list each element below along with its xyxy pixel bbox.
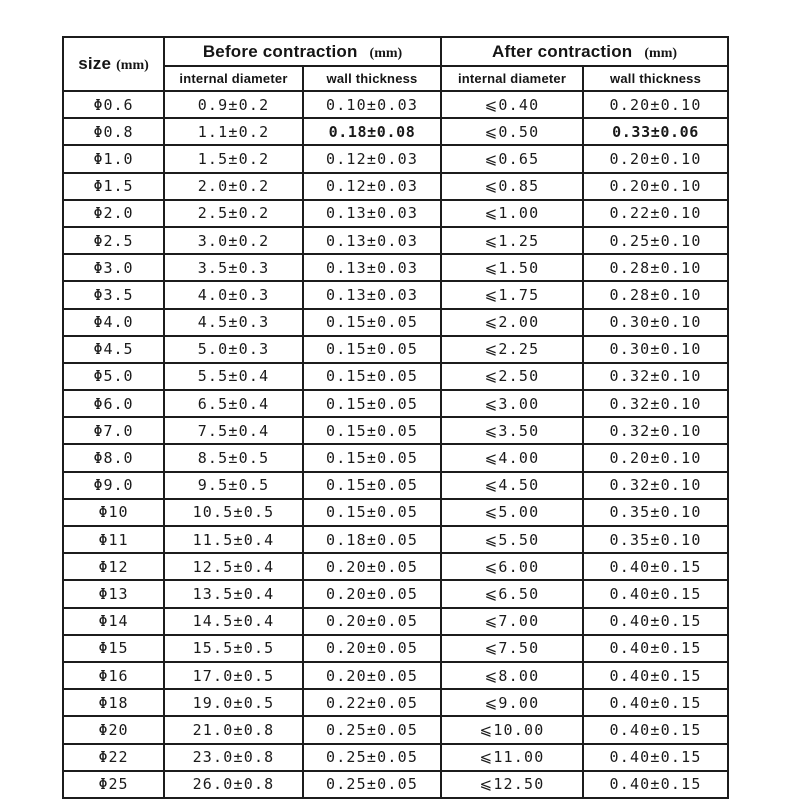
after-internal-diameter-cell: ⩽5.50 (441, 526, 583, 553)
table-body (63, 91, 728, 798)
after-wall-thickness-cell: 0.32±0.10 (583, 472, 728, 499)
table-row (63, 173, 728, 200)
after-internal-diameter-cell: ⩽5.00 (441, 499, 583, 526)
table-row (63, 145, 728, 172)
after-internal-diameter-cell: ⩽0.85 (441, 173, 583, 200)
table-row (63, 417, 728, 444)
before-wall-thickness-cell: 0.13±0.03 (303, 200, 441, 227)
before-internal-diameter-cell: 1.1±0.2 (164, 118, 303, 145)
after-internal-diameter-cell: ⩽1.00 (441, 200, 583, 227)
size-cell: Φ4.0 (63, 309, 164, 336)
size-cell: Φ14 (63, 608, 164, 635)
table-row (63, 771, 728, 798)
after-wall-thickness-cell: 0.40±0.15 (583, 689, 728, 716)
before-internal-diameter-cell: 8.5±0.5 (164, 444, 303, 471)
before-internal-diameter-cell: 5.5±0.4 (164, 363, 303, 390)
after-internal-diameter-cell: ⩽4.00 (441, 444, 583, 471)
before-wall-thickness-cell: 0.15±0.05 (303, 336, 441, 363)
before-internal-diameter-cell: 15.5±0.5 (164, 635, 303, 662)
table-row (63, 281, 728, 308)
before-internal-diameter-cell: 1.5±0.2 (164, 145, 303, 172)
table-row (63, 526, 728, 553)
size-cell: Φ11 (63, 526, 164, 553)
after-internal-diameter-cell: ⩽2.25 (441, 336, 583, 363)
size-header-label: size (78, 54, 112, 73)
before-internal-diameter-cell: 17.0±0.5 (164, 662, 303, 689)
after-wall-thickness-cell: 0.25±0.10 (583, 227, 728, 254)
after-internal-diameter-cell: ⩽11.00 (441, 744, 583, 771)
before-wall-thickness-cell: 0.20±0.05 (303, 662, 441, 689)
after-internal-diameter-cell: ⩽1.25 (441, 227, 583, 254)
size-cell: Φ18 (63, 689, 164, 716)
size-cell: Φ5.0 (63, 363, 164, 390)
size-cell: Φ8.0 (63, 444, 164, 471)
after-internal-diameter-cell: ⩽6.00 (441, 553, 583, 580)
before-internal-diameter-cell: 12.5±0.4 (164, 553, 303, 580)
table-row (63, 689, 728, 716)
after-wall-thickness-cell: 0.20±0.10 (583, 444, 728, 471)
table-row (63, 472, 728, 499)
after-wall-thickness-cell: 0.22±0.10 (583, 200, 728, 227)
group-header-row (63, 37, 728, 66)
before-contraction-label: Before contraction (202, 41, 358, 61)
before-wall-thickness-cell: 0.15±0.05 (303, 472, 441, 499)
size-header-unit: (mm) (116, 58, 149, 73)
before-wall-thickness-cell: 0.13±0.03 (303, 254, 441, 281)
table-row (63, 444, 728, 471)
before-wall-thickness-cell: 0.25±0.05 (303, 771, 441, 798)
before-wall-thickness-cell: 0.10±0.03 (303, 91, 441, 118)
after-internal-diameter-cell: ⩽6.50 (441, 580, 583, 607)
size-cell: Φ0.6 (63, 91, 164, 118)
size-cell: Φ20 (63, 716, 164, 743)
table-row (63, 744, 728, 771)
size-header-cell (63, 37, 164, 91)
after-internal-diameter-cell: ⩽2.50 (441, 363, 583, 390)
before-internal-diameter-header: internal diameter (164, 66, 303, 91)
before-internal-diameter-cell: 19.0±0.5 (164, 689, 303, 716)
before-wall-thickness-cell: 0.15±0.05 (303, 390, 441, 417)
size-cell: Φ7.0 (63, 417, 164, 444)
before-internal-diameter-cell: 7.5±0.4 (164, 417, 303, 444)
after-wall-thickness-cell: 0.32±0.10 (583, 390, 728, 417)
after-wall-thickness-cell: 0.35±0.10 (583, 499, 728, 526)
after-wall-thickness-cell: 0.40±0.15 (583, 716, 728, 743)
table-row (63, 91, 728, 118)
after-wall-thickness-cell: 0.40±0.15 (583, 580, 728, 607)
after-internal-diameter-cell: ⩽12.50 (441, 771, 583, 798)
before-contraction-unit: (mm) (369, 45, 403, 61)
after-internal-diameter-cell: ⩽1.75 (441, 281, 583, 308)
after-contraction-label: After contraction (492, 41, 633, 61)
table-row (63, 254, 728, 281)
size-cell: Φ2.5 (63, 227, 164, 254)
after-contraction-unit: (mm) (644, 45, 678, 61)
after-wall-thickness-cell: 0.40±0.15 (583, 744, 728, 771)
table-row (63, 553, 728, 580)
after-internal-diameter-cell: ⩽7.00 (441, 608, 583, 635)
after-wall-thickness-cell: 0.28±0.10 (583, 254, 728, 281)
before-wall-thickness-cell: 0.20±0.05 (303, 580, 441, 607)
size-cell: Φ6.0 (63, 390, 164, 417)
before-wall-thickness-header: wall thickness (303, 66, 441, 91)
before-wall-thickness-cell: 0.20±0.05 (303, 608, 441, 635)
after-internal-diameter-cell: ⩽9.00 (441, 689, 583, 716)
table-row (63, 309, 728, 336)
size-cell: Φ3.0 (63, 254, 164, 281)
size-cell: Φ16 (63, 662, 164, 689)
before-internal-diameter-cell: 3.5±0.3 (164, 254, 303, 281)
contraction-spec-table (62, 36, 729, 799)
before-internal-diameter-cell: 26.0±0.8 (164, 771, 303, 798)
before-internal-diameter-cell: 0.9±0.2 (164, 91, 303, 118)
after-internal-diameter-cell: ⩽7.50 (441, 635, 583, 662)
after-wall-thickness-cell: 0.40±0.15 (583, 771, 728, 798)
table-row (63, 336, 728, 363)
after-wall-thickness-cell: 0.28±0.10 (583, 281, 728, 308)
after-internal-diameter-header: internal diameter (441, 66, 583, 91)
after-wall-thickness-cell: 0.32±0.10 (583, 417, 728, 444)
table-row (63, 363, 728, 390)
before-wall-thickness-cell: 0.18±0.05 (303, 526, 441, 553)
size-cell: Φ1.0 (63, 145, 164, 172)
before-wall-thickness-cell: 0.12±0.03 (303, 145, 441, 172)
after-internal-diameter-cell: ⩽4.50 (441, 472, 583, 499)
before-internal-diameter-cell: 23.0±0.8 (164, 744, 303, 771)
size-cell: Φ25 (63, 771, 164, 798)
table-row (63, 118, 728, 145)
table-row (63, 662, 728, 689)
before-contraction-group-header (164, 37, 441, 66)
after-wall-thickness-cell: 0.30±0.10 (583, 309, 728, 336)
after-internal-diameter-cell: ⩽3.00 (441, 390, 583, 417)
after-wall-thickness-cell: 0.32±0.10 (583, 363, 728, 390)
before-wall-thickness-cell: 0.25±0.05 (303, 716, 441, 743)
table-row (63, 608, 728, 635)
before-wall-thickness-cell: 0.20±0.05 (303, 635, 441, 662)
before-internal-diameter-cell: 21.0±0.8 (164, 716, 303, 743)
before-internal-diameter-cell: 4.5±0.3 (164, 309, 303, 336)
after-internal-diameter-cell: ⩽0.40 (441, 91, 583, 118)
after-wall-thickness-cell: 0.40±0.15 (583, 553, 728, 580)
after-wall-thickness-cell: 0.20±0.10 (583, 145, 728, 172)
before-wall-thickness-cell: 0.20±0.05 (303, 553, 441, 580)
size-cell: Φ9.0 (63, 472, 164, 499)
after-contraction-group-header (441, 37, 728, 66)
before-internal-diameter-cell: 9.5±0.5 (164, 472, 303, 499)
before-internal-diameter-cell: 5.0±0.3 (164, 336, 303, 363)
table-row (63, 635, 728, 662)
before-wall-thickness-cell: 0.12±0.03 (303, 173, 441, 200)
before-wall-thickness-cell: 0.13±0.03 (303, 281, 441, 308)
before-internal-diameter-cell: 10.5±0.5 (164, 499, 303, 526)
after-internal-diameter-cell: ⩽2.00 (441, 309, 583, 336)
after-wall-thickness-cell: 0.35±0.10 (583, 526, 728, 553)
table-row (63, 716, 728, 743)
table-row (63, 200, 728, 227)
after-wall-thickness-cell: 0.30±0.10 (583, 336, 728, 363)
size-cell: Φ13 (63, 580, 164, 607)
before-wall-thickness-cell: 0.15±0.05 (303, 309, 441, 336)
before-internal-diameter-cell: 13.5±0.4 (164, 580, 303, 607)
before-wall-thickness-cell: 0.13±0.03 (303, 227, 441, 254)
before-wall-thickness-cell: 0.15±0.05 (303, 499, 441, 526)
before-internal-diameter-cell: 6.5±0.4 (164, 390, 303, 417)
size-cell: Φ4.5 (63, 336, 164, 363)
after-internal-diameter-cell: ⩽0.65 (441, 145, 583, 172)
size-cell: Φ12 (63, 553, 164, 580)
size-cell: Φ1.5 (63, 173, 164, 200)
after-internal-diameter-cell: ⩽10.00 (441, 716, 583, 743)
before-wall-thickness-cell: 0.15±0.05 (303, 444, 441, 471)
after-wall-thickness-cell: 0.20±0.10 (583, 173, 728, 200)
table-row (63, 390, 728, 417)
before-internal-diameter-cell: 2.0±0.2 (164, 173, 303, 200)
after-wall-thickness-cell: 0.33±0.06 (583, 118, 728, 145)
after-internal-diameter-cell: ⩽1.50 (441, 254, 583, 281)
before-wall-thickness-cell: 0.15±0.05 (303, 363, 441, 390)
before-internal-diameter-cell: 2.5±0.2 (164, 200, 303, 227)
after-wall-thickness-cell: 0.40±0.15 (583, 662, 728, 689)
table-row (63, 580, 728, 607)
after-wall-thickness-cell: 0.20±0.10 (583, 91, 728, 118)
size-cell: Φ22 (63, 744, 164, 771)
after-wall-thickness-cell: 0.40±0.15 (583, 608, 728, 635)
after-wall-thickness-header: wall thickness (583, 66, 728, 91)
after-internal-diameter-cell: ⩽3.50 (441, 417, 583, 444)
before-wall-thickness-cell: 0.22±0.05 (303, 689, 441, 716)
before-wall-thickness-cell: 0.18±0.08 (303, 118, 441, 145)
size-cell: Φ15 (63, 635, 164, 662)
before-wall-thickness-cell: 0.15±0.05 (303, 417, 441, 444)
table-row (63, 499, 728, 526)
size-cell: Φ10 (63, 499, 164, 526)
size-cell: Φ2.0 (63, 200, 164, 227)
after-internal-diameter-cell: ⩽0.50 (441, 118, 583, 145)
before-internal-diameter-cell: 11.5±0.4 (164, 526, 303, 553)
after-internal-diameter-cell: ⩽8.00 (441, 662, 583, 689)
table-row (63, 227, 728, 254)
after-wall-thickness-cell: 0.40±0.15 (583, 635, 728, 662)
size-cell: Φ3.5 (63, 281, 164, 308)
before-wall-thickness-cell: 0.25±0.05 (303, 744, 441, 771)
before-internal-diameter-cell: 3.0±0.2 (164, 227, 303, 254)
size-cell: Φ0.8 (63, 118, 164, 145)
before-internal-diameter-cell: 14.5±0.4 (164, 608, 303, 635)
before-internal-diameter-cell: 4.0±0.3 (164, 281, 303, 308)
